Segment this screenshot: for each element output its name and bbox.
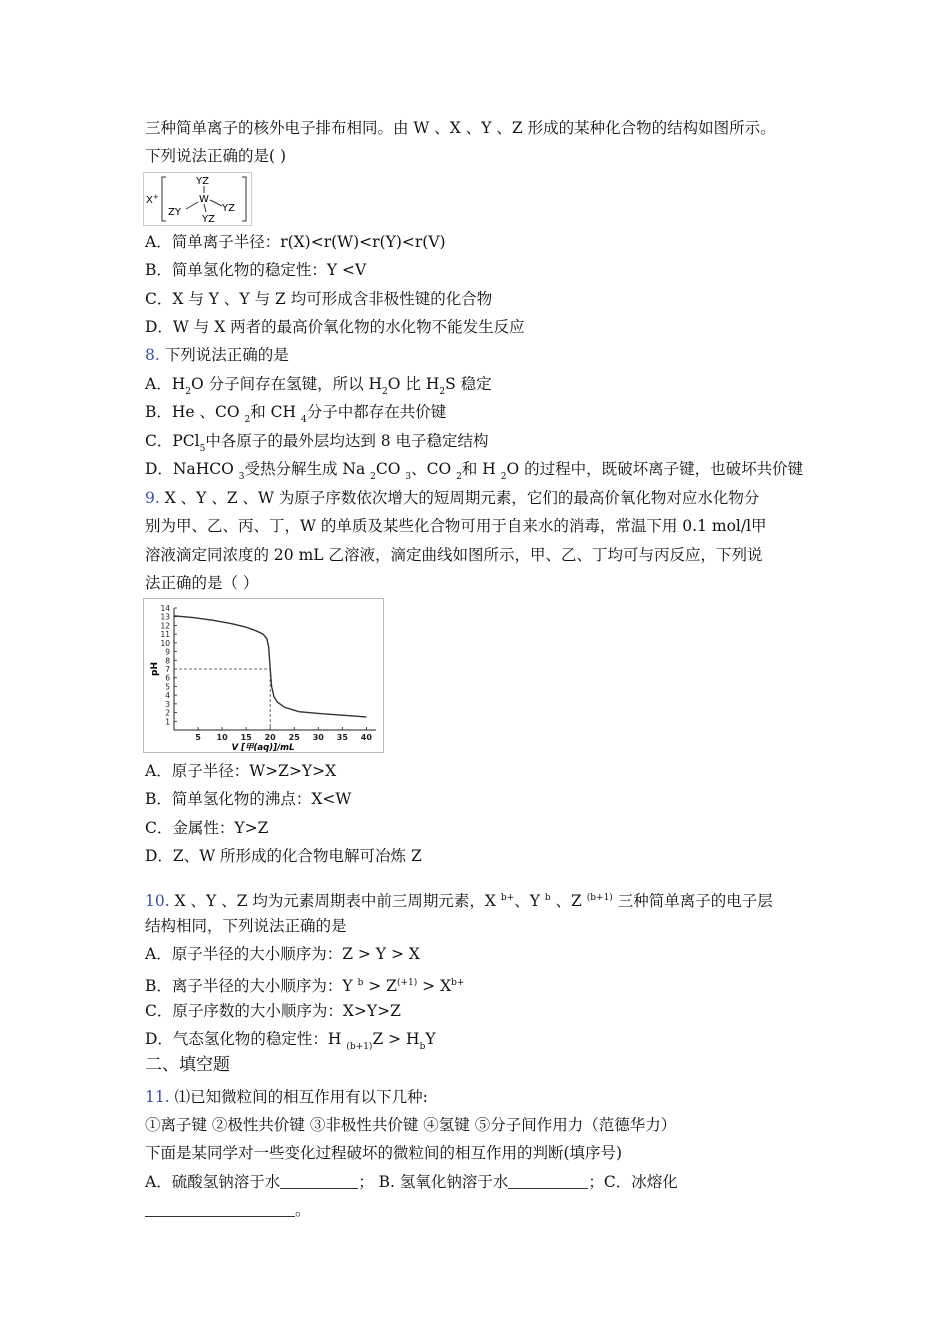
q10-option-b: B．离子半径的大小顺序为：Y $^b > Z^{(+1)} > X^{b+}$ [145, 977, 465, 995]
q9-stem-line3: 溶液滴定同浓度的 20 mL 乙溶液，滴定曲线如图所示，甲、乙、丁均可与丙反应，下列说 [145, 546, 763, 564]
right-group: YZ [222, 203, 235, 214]
y-tick-label: 4 [165, 691, 170, 701]
x-tick-label: 20 [264, 733, 276, 742]
q8-stem-text: 下列说法正确的是 [164, 346, 289, 364]
y-tick-label: 10 [160, 638, 170, 648]
q7-structure-figure [143, 172, 252, 226]
y-tick-label: 14 [160, 604, 170, 613]
answer-blank-c[interactable] [145, 1202, 295, 1217]
cation-label: X+ [146, 193, 159, 206]
q10-option-c: C．原子序数的大小顺序为：X>Y>Z [145, 1002, 401, 1020]
y-tick-label: 1 [165, 717, 170, 727]
x-tick-label: 15 [240, 733, 252, 742]
x-tick-label: 40 [360, 733, 372, 742]
x-tick-label: 35 [336, 733, 348, 742]
y-tick-label: 11 [160, 630, 170, 640]
y-tick-label: 2 [165, 708, 170, 718]
q11-line3: 下面是某同学对一些变化过程破坏的微粒间的相互作用的判断(填序号) [145, 1144, 623, 1162]
q8-option-c: C．PCl$_5$中各原子的最外层均达到 8 电子稳定结构 [145, 432, 489, 454]
x-tick-label: 25 [288, 733, 300, 742]
q10-option-d: D．气态氢化物的稳定性：H $_{(b+1)}Z > H_bY$ [145, 1030, 436, 1052]
y-tick-label: 7 [165, 665, 170, 674]
q10-stem-line1: 10. X 、Y 、Z 均为元素周期表中前三周期元素，X $^{b+}$、Y $^b$ 、Z $^{(b+1)}$ 三种简单离子的电子层 [145, 892, 773, 910]
x-tick-label: 5 [195, 733, 201, 742]
q10-number: 10. [145, 892, 170, 910]
q9-option-b: B．简单氢化物的沸点：X<W [145, 790, 352, 808]
q10-option-a: A．原子半径的大小顺序为：Z > Y > X [145, 945, 420, 963]
y-tick-label: 12 [160, 621, 170, 631]
q11-line5: 。 [145, 1200, 311, 1220]
right-bracket [242, 177, 246, 221]
q11-line4: A．硫酸氢钠溶于水 ； B. 氢氧化钠溶于水 ；C．冰熔化 [145, 1173, 678, 1191]
y-tick-label: 3 [165, 699, 170, 709]
x-tick-label: 30 [312, 733, 324, 742]
q11-number: 11. [145, 1088, 170, 1106]
x-axis-label: V [甲(aq)]/mL [231, 743, 295, 752]
q7-option-b: B．简单氢化物的稳定性：Y <V [145, 261, 367, 279]
y-tick-label: 13 [160, 612, 170, 622]
q7-option-c: C．X 与 Y 、Y 与 Z 均可形成含非极性键的化合物 [145, 290, 493, 308]
titration-chart [144, 599, 383, 752]
q9-number: 9. [145, 489, 160, 507]
q8-option-b: B．He 、CO $_2$和 CH $_4$分子中都存在共价键 [145, 403, 447, 425]
bottom-group: YZ [202, 214, 215, 225]
q8-option-d: D．NaHCO $_3$受热分解生成 Na $_2$CO $_3$、CO $_2$和 H $_2$O 的过程中，既破坏离子键，也破坏共价键 [145, 460, 804, 482]
y-tick-label: 5 [165, 682, 170, 692]
q11-line1: 11. ⑴已知微粒间的相互作用有以下几种: [145, 1088, 428, 1106]
q7-stem-line1: 三种简单离子的核外电子排布相同。由 W 、X 、Y 、Z 形成的某种化合物的结构如图所示。 [145, 119, 776, 137]
left-group: ZY [168, 207, 181, 218]
answer-blank-a[interactable] [280, 1174, 358, 1189]
x-tick-label: 10 [216, 733, 228, 742]
answer-blank-b[interactable] [508, 1174, 588, 1189]
q9-stem-line4: 法正确的是（ ） [145, 574, 259, 592]
q7-option-d: D．W 与 X 两者的最高价氧化物的水化物不能发生反应 [145, 318, 525, 336]
q7-stem-line2: 下列说法正确的是( ) [145, 147, 287, 165]
q8-number: 8. [145, 346, 160, 364]
left-bracket [162, 177, 166, 221]
y-axis-label: pH [150, 662, 160, 676]
q9-option-a: A．原子半径：W>Z>Y>X [145, 762, 337, 780]
y-tick-label: 9 [165, 647, 170, 657]
bond-bottom [204, 204, 206, 212]
q10-stem-line2: 结构相同，下列说法正确的是 [145, 917, 347, 935]
q9-stem-line1: 9. X 、Y 、Z 、W 为原子序数依次增大的短周期元素，它们的最高价氧化物对应水化物分 [145, 489, 760, 507]
center-atom: W [199, 194, 209, 205]
bond-left [186, 202, 198, 209]
q11-line2: ①离子键 ②极性共价键 ③非极性共价键 ④氢键 ⑤分子间作用力（范德华力） [145, 1116, 677, 1134]
section-heading: 二、填空题 [145, 1055, 230, 1075]
y-tick-label: 6 [165, 673, 170, 683]
y-tick-label: 8 [165, 656, 170, 666]
q8-option-a: A．$H_2O$ 分子间存在氢键，所以 $H_2O$ 比 $H_2S$ 稳定 [145, 375, 492, 397]
q9-stem-line2: 别为甲、乙、丙、丁，W 的单质及某些化合物可用于自来水的消毒，常温下用 0.1 mol/l甲 [145, 517, 767, 535]
q8-stem [145, 345, 289, 365]
q9-option-c: C．金属性：Y>Z [145, 819, 269, 837]
q7-option-a: A．简单离子半径：r(X)<r(W)<r(Y)<r(V) [145, 233, 446, 251]
q9-option-d: D．Z、W 所形成的化合物电解可冶炼 Z [145, 847, 422, 865]
bond-right [210, 200, 222, 206]
top-group: YZ [196, 176, 209, 187]
titration-chart-frame [143, 598, 384, 753]
structure-diagram [144, 173, 251, 225]
